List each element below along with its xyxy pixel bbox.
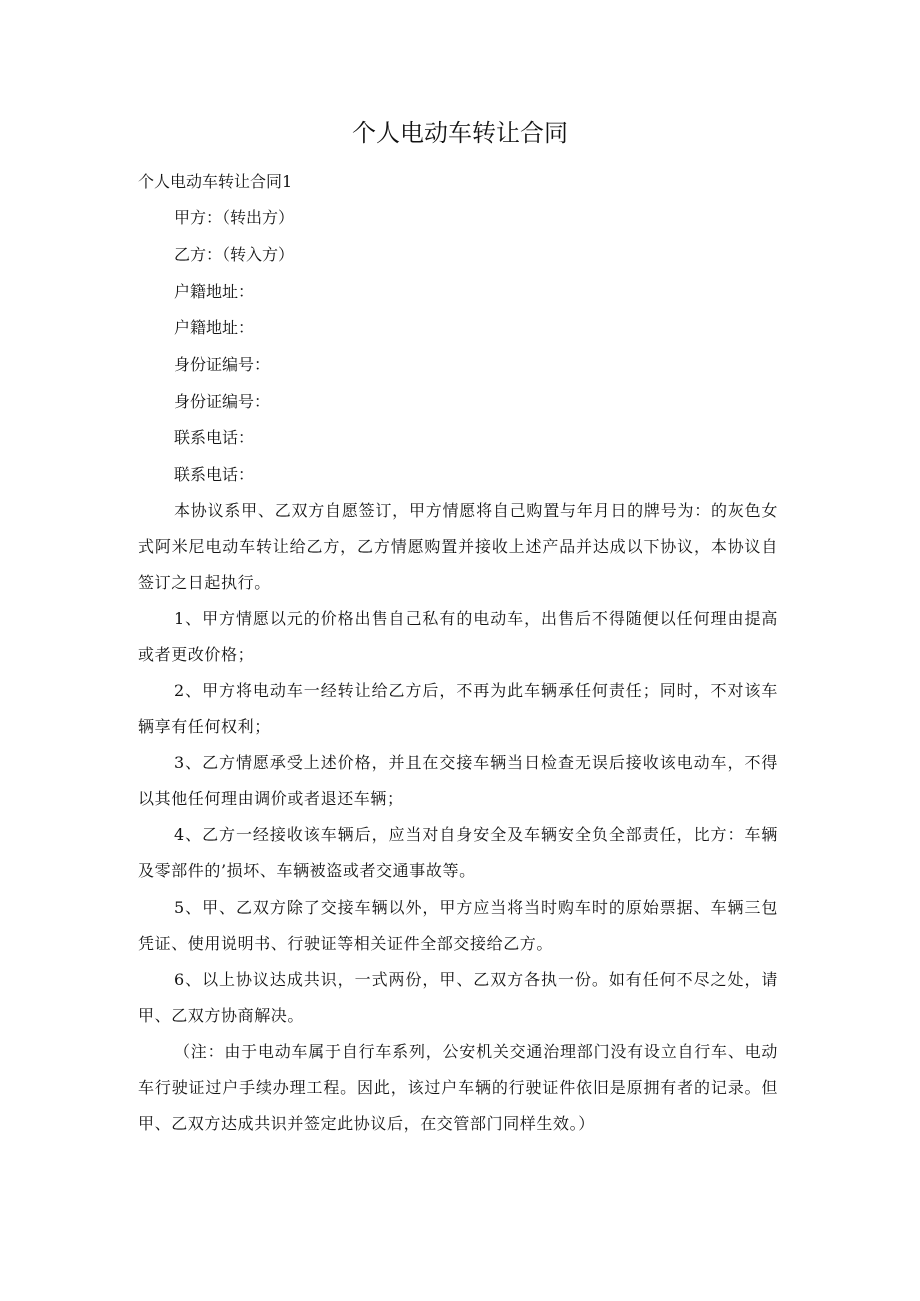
field-phone-b: 联系电话：: [174, 465, 255, 484]
paragraph-clause-4: 4、乙方一经接收该车辆后，应当对自身安全及车辆安全负全部责任，比方：车辆及零部件的’损坏、车辆被盗或者交通事故等。: [138, 825, 778, 880]
paragraph-clause-2: 2、甲方将电动车一经转让给乙方后，不再为此车辆承任何责任；同时，不对该车辆享有任何权利；: [138, 681, 778, 736]
field-id-b: 身份证编号：: [174, 392, 271, 411]
document-subtitle: 个人电动车转让合同1: [138, 172, 293, 191]
field-party-b: 乙方：（转入方）: [174, 245, 295, 264]
paragraph-clause-3: 3、乙方情愿承受上述价格，并且在交接车辆当日检查无误后接收该电动车，不得以其他任何理由调价或者退还车辆；: [138, 753, 778, 808]
document-title: 个人电动车转让合同: [352, 119, 568, 147]
field-phone-a: 联系电话：: [174, 428, 255, 447]
paragraph-note: （注：由于电动车属于自行车系列，公安机关交通治理部门没有设立自行车、电动车行驶证过户手续办理工程。因此，该过户车辆的行驶证件依旧是原拥有者的记录。但甲、乙双方达成共识并签定此协议后，在交管部门同样生效。）: [138, 1042, 778, 1133]
field-address-b: 户籍地址：: [174, 318, 255, 337]
field-party-a: 甲方：（转出方）: [174, 208, 295, 227]
field-id-a: 身份证编号：: [174, 355, 271, 374]
paragraph-intro: 本协议系甲、乙双方自愿签订，甲方情愿将自己购置与年月日的牌号为：的灰色女式阿米尼电动车转让给乙方，乙方情愿购置并接收上述产品并达成以下协议，本协议自签订之日起执行。: [138, 501, 778, 592]
field-address-a: 户籍地址：: [174, 282, 255, 301]
paragraph-clause-6: 6、以上协议达成共识，一式两份，甲、乙双方各执一份。如有任何不尽之处，请甲、乙双方协商解决。: [138, 970, 778, 1025]
paragraph-clause-1: 1、甲方情愿以元的价格出售自己私有的电动车，出售后不得随便以任何理由提高或者更改价格；: [138, 609, 778, 664]
paragraph-clause-5: 5、甲、乙双方除了交接车辆以外，甲方应当将当时购车时的原始票据、车辆三包凭证、使用说明书、行驶证等相关证件全部交接给乙方。: [138, 898, 778, 953]
